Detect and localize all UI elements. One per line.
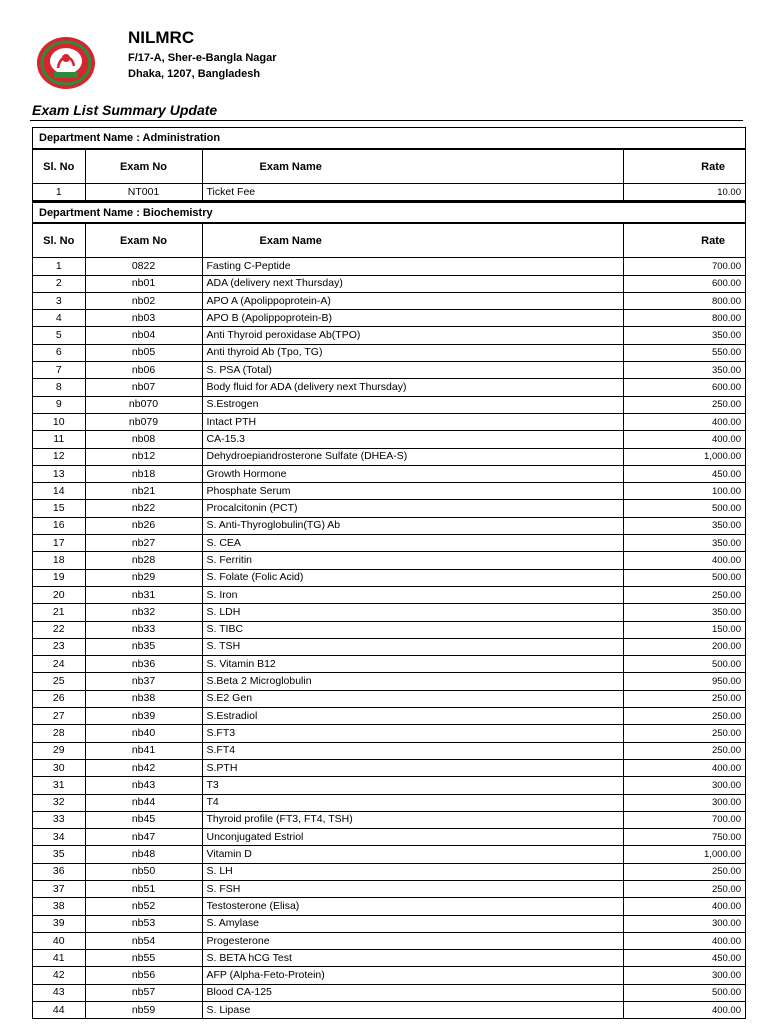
rate-cell: 700.00 — [623, 258, 745, 275]
table-row — [33, 690, 745, 707]
table-row — [33, 448, 745, 465]
exam-name-cell: S. Iron — [202, 586, 623, 603]
table-row — [33, 794, 745, 811]
table-row — [33, 379, 745, 396]
exam-name-cell: S. Anti-Thyroglobulin(TG) Ab — [202, 517, 623, 534]
red-circular-emblem-icon — [36, 36, 96, 90]
col-header-rate: Rate — [623, 224, 745, 258]
sl-no-cell: 27 — [33, 708, 85, 725]
exam-no-cell: nb27 — [85, 535, 202, 552]
table-row — [33, 880, 745, 897]
table-row — [33, 604, 745, 621]
exam-name-cell: S. LH — [202, 863, 623, 880]
table-row — [33, 725, 745, 742]
exam-no-cell: nb22 — [85, 500, 202, 517]
exam-name-cell: S. BETA hCG Test — [202, 950, 623, 967]
table-row — [33, 500, 745, 517]
org-name: NILMRC — [128, 28, 195, 47]
exam-name-cell: S. PSA (Total) — [202, 362, 623, 379]
table-row — [33, 362, 745, 379]
exam-name-cell: Ticket Fee — [202, 184, 623, 201]
exam-name-cell: Fasting C-Peptide — [202, 258, 623, 275]
rate-cell: 500.00 — [623, 656, 745, 673]
exam-no-cell: nb56 — [85, 967, 202, 984]
rate-cell: 600.00 — [623, 275, 745, 292]
table-row — [33, 275, 745, 292]
exam-name-cell: Dehydroepiandrosterone Sulfate (DHEA-S) — [202, 448, 623, 465]
sl-no-cell: 20 — [33, 586, 85, 603]
rate-cell: 600.00 — [623, 379, 745, 396]
exam-list-sheet — [32, 127, 746, 1019]
exam-name-cell: Thyroid profile (FT3, FT4, TSH) — [202, 811, 623, 828]
sl-no-cell: 2 — [33, 275, 85, 292]
sl-no-cell: 3 — [33, 292, 85, 309]
exam-name-cell: S. Amylase — [202, 915, 623, 932]
table-row — [33, 569, 745, 586]
address-line-2: Dhaka, 1207, Bangladesh — [128, 68, 261, 80]
sl-no-cell: 39 — [33, 915, 85, 932]
rate-cell: 450.00 — [623, 950, 745, 967]
rate-cell: 250.00 — [623, 586, 745, 603]
exam-no-cell: 0822 — [85, 258, 202, 275]
table-row — [33, 292, 745, 309]
rate-cell: 300.00 — [623, 777, 745, 794]
rate-cell: 400.00 — [623, 431, 745, 448]
col-header-rate: Rate — [623, 150, 745, 184]
rate-cell: 800.00 — [623, 292, 745, 309]
exam-no-cell: nb55 — [85, 950, 202, 967]
rate-cell: 100.00 — [623, 483, 745, 500]
sl-no-cell: 22 — [33, 621, 85, 638]
sl-no-cell: 26 — [33, 690, 85, 707]
table-row — [33, 638, 745, 655]
exam-name-cell: S. Vitamin B12 — [202, 656, 623, 673]
exam-no-cell: nb31 — [85, 586, 202, 603]
sl-no-cell: 14 — [33, 483, 85, 500]
sl-no-cell: 23 — [33, 638, 85, 655]
table-row — [33, 184, 745, 201]
rate-cell: 1,000.00 — [623, 846, 745, 863]
sl-no-cell: 10 — [33, 413, 85, 430]
table-row — [33, 1002, 745, 1019]
exam-no-cell: nb04 — [85, 327, 202, 344]
exam-no-cell: nb08 — [85, 431, 202, 448]
rate-cell: 250.00 — [623, 690, 745, 707]
rate-cell: 350.00 — [623, 327, 745, 344]
exam-name-cell: Progesterone — [202, 932, 623, 949]
exam-no-cell: nb29 — [85, 569, 202, 586]
exam-name-cell: APO B (Apolippoprotein-B) — [202, 310, 623, 327]
exam-no-cell: nb06 — [85, 362, 202, 379]
table-row — [33, 535, 745, 552]
table-row — [33, 483, 745, 500]
exam-no-cell: nb59 — [85, 1002, 202, 1019]
exam-no-cell: nb01 — [85, 275, 202, 292]
exam-name-cell: Vitamin D — [202, 846, 623, 863]
exam-no-cell: nb40 — [85, 725, 202, 742]
sl-no-cell: 37 — [33, 880, 85, 897]
exam-name-cell: S.PTH — [202, 759, 623, 776]
rate-cell: 950.00 — [623, 673, 745, 690]
table-row — [33, 811, 745, 828]
sl-no-cell: 40 — [33, 932, 85, 949]
rate-cell: 250.00 — [623, 725, 745, 742]
table-row — [33, 310, 745, 327]
rate-cell: 500.00 — [623, 569, 745, 586]
exam-name-cell: S. Folate (Folic Acid) — [202, 569, 623, 586]
sl-no-cell: 13 — [33, 465, 85, 482]
rate-cell: 800.00 — [623, 310, 745, 327]
rate-cell: 350.00 — [623, 535, 745, 552]
department-header: Department Name : Administration — [33, 127, 745, 149]
rate-cell: 700.00 — [623, 811, 745, 828]
sl-no-cell: 25 — [33, 673, 85, 690]
table-row — [33, 517, 745, 534]
exam-no-cell: nb28 — [85, 552, 202, 569]
exam-name-cell: S. TIBC — [202, 621, 623, 638]
sl-no-cell: 43 — [33, 984, 85, 1001]
col-header-sl-no: Sl. No — [33, 224, 85, 258]
rate-cell: 250.00 — [623, 742, 745, 759]
table-row — [33, 950, 745, 967]
sl-no-cell: 12 — [33, 448, 85, 465]
sl-no-cell: 38 — [33, 898, 85, 915]
table-row — [33, 742, 745, 759]
table-row — [33, 258, 745, 275]
sl-no-cell: 28 — [33, 725, 85, 742]
exam-name-cell: Testosterone (Elisa) — [202, 898, 623, 915]
table-header-row — [33, 150, 745, 184]
exam-name-cell: Blood CA-125 — [202, 984, 623, 1001]
exam-name-cell: Body fluid for ADA (delivery next Thursday) — [202, 379, 623, 396]
exam-no-cell: nb45 — [85, 811, 202, 828]
rate-cell: 500.00 — [623, 500, 745, 517]
sl-no-cell: 32 — [33, 794, 85, 811]
exam-name-cell: Intact PTH — [202, 413, 623, 430]
table-row — [33, 327, 745, 344]
exam-name-cell: APO A (Apolippoprotein-A) — [202, 292, 623, 309]
rate-cell: 400.00 — [623, 898, 745, 915]
sl-no-cell: 1 — [33, 184, 85, 201]
col-header-exam-name: Exam Name — [202, 150, 623, 184]
table-row — [33, 708, 745, 725]
exam-no-cell: nb37 — [85, 673, 202, 690]
exam-no-cell: nb44 — [85, 794, 202, 811]
rate-cell: 150.00 — [623, 621, 745, 638]
table-row — [33, 898, 745, 915]
exam-name-cell: S. Lipase — [202, 1002, 623, 1019]
sl-no-cell: 7 — [33, 362, 85, 379]
exam-name-cell: S. Ferritin — [202, 552, 623, 569]
exam-table — [33, 223, 745, 1019]
table-row — [33, 984, 745, 1001]
sl-no-cell: 24 — [33, 656, 85, 673]
exam-name-cell: Procalcitonin (PCT) — [202, 500, 623, 517]
address-line-1: F/17-A, Sher-e-Bangla Nagar — [128, 52, 277, 64]
exam-no-cell: nb32 — [85, 604, 202, 621]
table-header-row — [33, 224, 745, 258]
exam-no-cell: nb54 — [85, 932, 202, 949]
col-header-sl-no: Sl. No — [33, 150, 85, 184]
exam-no-cell: nb43 — [85, 777, 202, 794]
table-row — [33, 586, 745, 603]
exam-name-cell: S.E2 Gen — [202, 690, 623, 707]
exam-name-cell: S.Beta 2 Microglobulin — [202, 673, 623, 690]
exam-no-cell: nb47 — [85, 829, 202, 846]
exam-no-cell: nb070 — [85, 396, 202, 413]
exam-name-cell: S. TSH — [202, 638, 623, 655]
exam-name-cell: S.Estrogen — [202, 396, 623, 413]
exam-no-cell: nb51 — [85, 880, 202, 897]
sl-no-cell: 18 — [33, 552, 85, 569]
sl-no-cell: 21 — [33, 604, 85, 621]
sl-no-cell: 17 — [33, 535, 85, 552]
exam-no-cell: nb18 — [85, 465, 202, 482]
exam-no-cell: nb57 — [85, 984, 202, 1001]
table-row — [33, 396, 745, 413]
exam-no-cell: nb26 — [85, 517, 202, 534]
title-divider — [30, 120, 743, 121]
exam-name-cell: Phosphate Serum — [202, 483, 623, 500]
rate-cell: 300.00 — [623, 794, 745, 811]
sl-no-cell: 36 — [33, 863, 85, 880]
exam-no-cell: nb21 — [85, 483, 202, 500]
sl-no-cell: 16 — [33, 517, 85, 534]
rate-cell: 400.00 — [623, 932, 745, 949]
rate-cell: 550.00 — [623, 344, 745, 361]
exam-name-cell: ADA (delivery next Thursday) — [202, 275, 623, 292]
col-header-exam-no: Exam No — [85, 150, 202, 184]
exam-no-cell: nb079 — [85, 413, 202, 430]
exam-no-cell: nb50 — [85, 863, 202, 880]
rate-cell: 350.00 — [623, 517, 745, 534]
exam-no-cell: nb53 — [85, 915, 202, 932]
sl-no-cell: 1 — [33, 258, 85, 275]
table-row — [33, 829, 745, 846]
sl-no-cell: 8 — [33, 379, 85, 396]
exam-no-cell: nb52 — [85, 898, 202, 915]
exam-name-cell: Anti Thyroid peroxidase Ab(TPO) — [202, 327, 623, 344]
rate-cell: 1,000.00 — [623, 448, 745, 465]
table-row — [33, 344, 745, 361]
exam-no-cell: nb41 — [85, 742, 202, 759]
exam-name-cell: S. FSH — [202, 880, 623, 897]
exam-name-cell: T4 — [202, 794, 623, 811]
table-row — [33, 932, 745, 949]
table-row — [33, 656, 745, 673]
rate-cell: 250.00 — [623, 396, 745, 413]
exam-name-cell: T3 — [202, 777, 623, 794]
exam-name-cell: Growth Hormone — [202, 465, 623, 482]
exam-name-cell: AFP (Alpha-Feto-Protein) — [202, 967, 623, 984]
exam-name-cell: S. CEA — [202, 535, 623, 552]
exam-no-cell: nb33 — [85, 621, 202, 638]
exam-name-cell: CA-15.3 — [202, 431, 623, 448]
table-row — [33, 413, 745, 430]
department-header: Department Name : Biochemistry — [33, 201, 745, 223]
sl-no-cell: 5 — [33, 327, 85, 344]
sl-no-cell: 34 — [33, 829, 85, 846]
exam-no-cell: NT001 — [85, 184, 202, 201]
sl-no-cell: 42 — [33, 967, 85, 984]
rate-cell: 400.00 — [623, 759, 745, 776]
rate-cell: 10.00 — [623, 184, 745, 201]
rate-cell: 400.00 — [623, 552, 745, 569]
rate-cell: 300.00 — [623, 915, 745, 932]
table-row — [33, 846, 745, 863]
rate-cell: 250.00 — [623, 863, 745, 880]
table-row — [33, 431, 745, 448]
table-row — [33, 465, 745, 482]
sl-no-cell: 15 — [33, 500, 85, 517]
exam-no-cell: nb38 — [85, 690, 202, 707]
sl-no-cell: 19 — [33, 569, 85, 586]
table-row — [33, 759, 745, 776]
exam-name-cell: Unconjugated Estriol — [202, 829, 623, 846]
sl-no-cell: 33 — [33, 811, 85, 828]
sl-no-cell: 11 — [33, 431, 85, 448]
exam-name-cell: S.FT3 — [202, 725, 623, 742]
table-row — [33, 673, 745, 690]
exam-no-cell: nb35 — [85, 638, 202, 655]
sl-no-cell: 29 — [33, 742, 85, 759]
exam-no-cell: nb48 — [85, 846, 202, 863]
sl-no-cell: 9 — [33, 396, 85, 413]
table-row — [33, 967, 745, 984]
exam-no-cell: nb36 — [85, 656, 202, 673]
sl-no-cell: 41 — [33, 950, 85, 967]
rate-cell: 500.00 — [623, 984, 745, 1001]
table-row — [33, 621, 745, 638]
rate-cell: 200.00 — [623, 638, 745, 655]
exam-name-cell: Anti thyroid Ab (Tpo, TG) — [202, 344, 623, 361]
rate-cell: 400.00 — [623, 1002, 745, 1019]
table-row — [33, 863, 745, 880]
rate-cell: 350.00 — [623, 362, 745, 379]
exam-no-cell: nb42 — [85, 759, 202, 776]
sl-no-cell: 44 — [33, 1002, 85, 1019]
exam-no-cell: nb39 — [85, 708, 202, 725]
sl-no-cell: 31 — [33, 777, 85, 794]
rate-cell: 250.00 — [623, 708, 745, 725]
col-header-exam-name: Exam Name — [202, 224, 623, 258]
col-header-exam-no: Exam No — [85, 224, 202, 258]
exam-table — [33, 149, 745, 201]
exam-no-cell: nb05 — [85, 344, 202, 361]
table-row — [33, 915, 745, 932]
exam-no-cell: nb03 — [85, 310, 202, 327]
table-row — [33, 777, 745, 794]
report-title: Exam List Summary Update — [32, 102, 218, 118]
rate-cell: 300.00 — [623, 967, 745, 984]
sl-no-cell: 6 — [33, 344, 85, 361]
exam-no-cell: nb02 — [85, 292, 202, 309]
exam-name-cell: S.Estradiol — [202, 708, 623, 725]
rate-cell: 250.00 — [623, 880, 745, 897]
rate-cell: 450.00 — [623, 465, 745, 482]
exam-name-cell: S. LDH — [202, 604, 623, 621]
sl-no-cell: 4 — [33, 310, 85, 327]
rate-cell: 350.00 — [623, 604, 745, 621]
rate-cell: 400.00 — [623, 413, 745, 430]
rate-cell: 750.00 — [623, 829, 745, 846]
sl-no-cell: 35 — [33, 846, 85, 863]
exam-name-cell: S.FT4 — [202, 742, 623, 759]
exam-no-cell: nb12 — [85, 448, 202, 465]
exam-no-cell: nb07 — [85, 379, 202, 396]
sl-no-cell: 30 — [33, 759, 85, 776]
table-row — [33, 552, 745, 569]
